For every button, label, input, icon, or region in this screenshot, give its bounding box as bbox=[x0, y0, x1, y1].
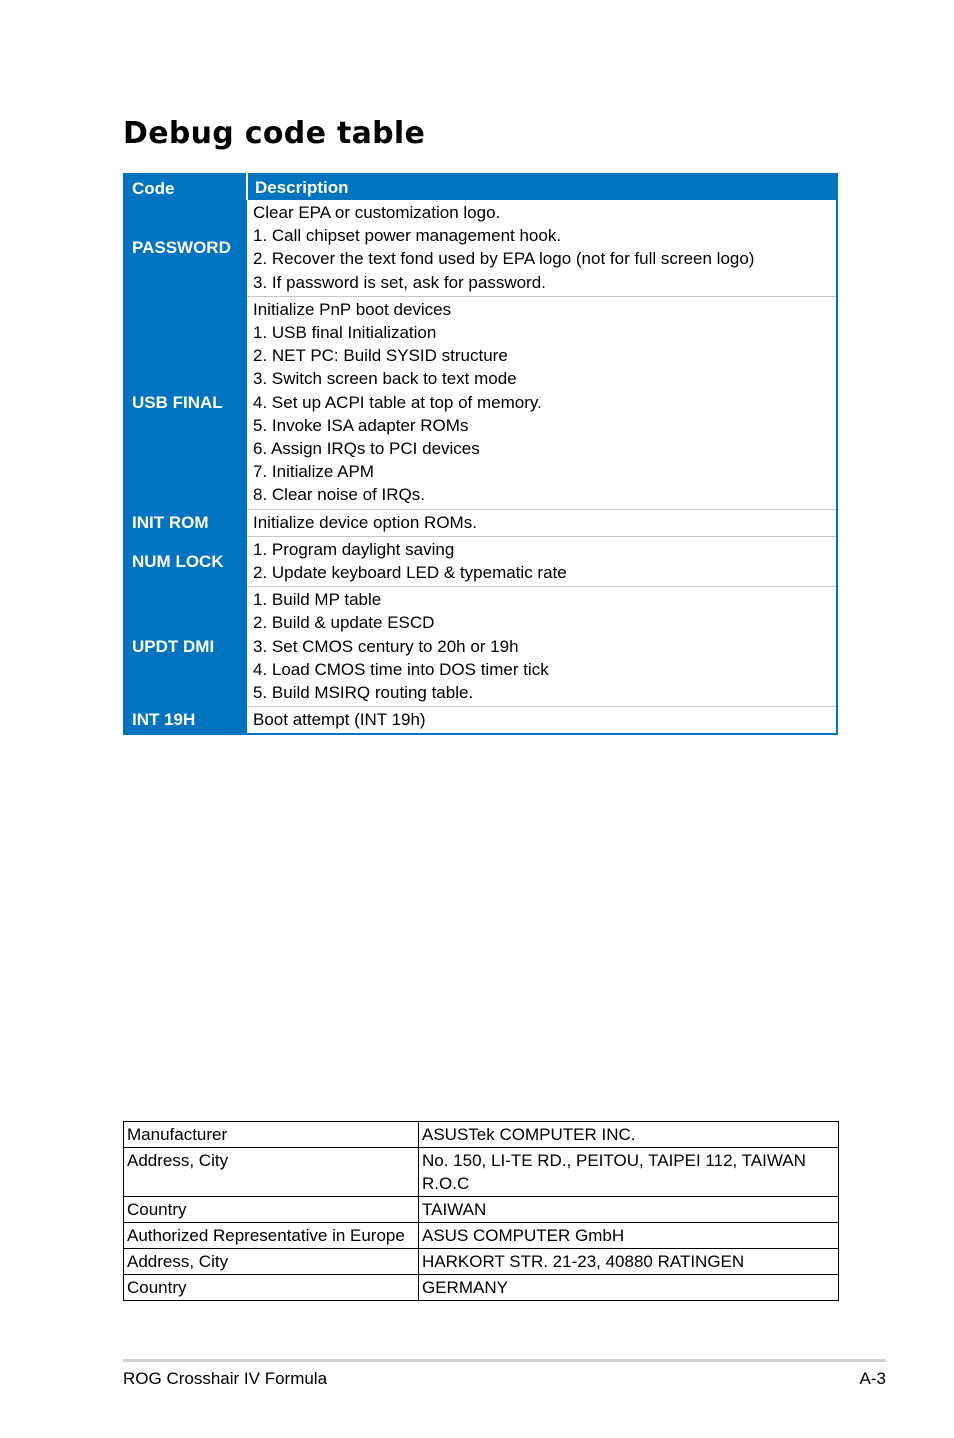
debug-description-cell bbox=[247, 587, 837, 707]
description-line: 4. Set up ACPI table at top of memory. bbox=[253, 392, 542, 412]
description-line: 2. NET PC: Build SYSID structure bbox=[253, 346, 508, 366]
manufacturer-table-body bbox=[124, 1122, 839, 1301]
description-line: 1. Program daylight saving bbox=[253, 539, 455, 559]
debug-code-table bbox=[123, 173, 838, 735]
table-row bbox=[124, 587, 837, 707]
description-line: 1. Call chipset power management hook. bbox=[253, 226, 562, 246]
manufacturer-label-cell: Manufacturer bbox=[124, 1122, 419, 1148]
table-row bbox=[124, 1275, 839, 1301]
table-row bbox=[124, 1122, 839, 1148]
debug-description-cell bbox=[247, 509, 837, 536]
debug-code-cell: USB FINAL bbox=[124, 296, 247, 509]
manufacturer-label-cell: Authorized Representative in Europe bbox=[124, 1223, 419, 1249]
footer-product-name: ROG Crosshair IV Formula bbox=[123, 1369, 328, 1388]
description-line: 3. If password is set, ask for password. bbox=[253, 272, 546, 292]
manufacturer-value-cell: No. 150, LI-TE RD., PEITOU, TAIPEI 112, TAIWAN R.O.C bbox=[419, 1148, 839, 1197]
manufacturer-value-cell: GERMANY bbox=[419, 1275, 839, 1301]
description-line: 5. Build MSIRQ routing table. bbox=[253, 683, 474, 703]
description-line: 2. Recover the text fond used by EPA logo (not for full screen logo) bbox=[253, 249, 755, 269]
table-row bbox=[124, 509, 837, 536]
manufacturer-label-cell: Country bbox=[124, 1197, 419, 1223]
description-line: 2. Update keyboard LED & typematic rate bbox=[253, 563, 567, 583]
table-row bbox=[124, 1223, 839, 1249]
description-line: 3. Set CMOS century to 20h or 19h bbox=[253, 636, 519, 656]
table-row bbox=[124, 1148, 839, 1197]
debug-description-cell bbox=[247, 199, 837, 296]
manufacturer-value-cell: ASUS COMPUTER GmbH bbox=[419, 1223, 839, 1249]
description-line: 2. Build & update ESCD bbox=[253, 613, 435, 633]
footer-page-number: A-3 bbox=[859, 1369, 886, 1388]
manufacturer-label-cell: Address, City bbox=[124, 1148, 419, 1197]
description-line: Initialize PnP boot devices bbox=[253, 299, 452, 319]
description-line: 7. Initialize APM bbox=[253, 462, 374, 482]
table-row bbox=[124, 296, 837, 509]
description-column-header: Description bbox=[247, 174, 837, 199]
manufacturer-value-cell: ASUSTek COMPUTER INC. bbox=[419, 1122, 839, 1148]
description-line: Initialize device option ROMs. bbox=[253, 512, 477, 532]
code-column-header: Code bbox=[124, 174, 247, 199]
debug-description-cell bbox=[247, 296, 837, 509]
description-line: 1. Build MP table bbox=[253, 590, 382, 610]
manufacturer-value-cell: TAIWAN bbox=[419, 1197, 839, 1223]
manufacturer-info-table bbox=[123, 1121, 839, 1301]
description-line: Boot attempt (INT 19h) bbox=[253, 710, 426, 730]
table-row bbox=[124, 1197, 839, 1223]
debug-description-cell bbox=[247, 536, 837, 586]
description-line: 1. USB final Initialization bbox=[253, 323, 437, 343]
description-line: 5. Invoke ISA adapter ROMs bbox=[253, 415, 469, 435]
table-row bbox=[124, 199, 837, 296]
table-row bbox=[124, 707, 837, 735]
debug-code-cell: INT 19H bbox=[124, 707, 247, 735]
debug-code-cell: PASSWORD bbox=[124, 199, 247, 296]
description-line: 4. Load CMOS time into DOS timer tick bbox=[253, 659, 549, 679]
debug-description-cell bbox=[247, 707, 837, 735]
page-title: Debug code table bbox=[123, 116, 426, 151]
debug-code-cell: UPDT DMI bbox=[124, 587, 247, 707]
debug-table-header-row bbox=[124, 174, 837, 199]
manufacturer-label-cell: Address, City bbox=[124, 1249, 419, 1275]
description-line: 8. Clear noise of IRQs. bbox=[253, 485, 425, 505]
footer-divider bbox=[123, 1359, 886, 1362]
description-line: Clear EPA or customization logo. bbox=[253, 203, 501, 222]
manufacturer-value-cell: HARKORT STR. 21-23, 40880 RATINGEN bbox=[419, 1249, 839, 1275]
debug-code-cell: INIT ROM bbox=[124, 509, 247, 536]
table-row bbox=[124, 536, 837, 586]
table-row bbox=[124, 1249, 839, 1275]
description-line: 3. Switch screen back to text mode bbox=[253, 369, 517, 389]
description-line: 6. Assign IRQs to PCI devices bbox=[253, 439, 480, 459]
debug-code-cell: NUM LOCK bbox=[124, 536, 247, 586]
manufacturer-label-cell: Country bbox=[124, 1275, 419, 1301]
debug-table-body bbox=[124, 199, 837, 734]
